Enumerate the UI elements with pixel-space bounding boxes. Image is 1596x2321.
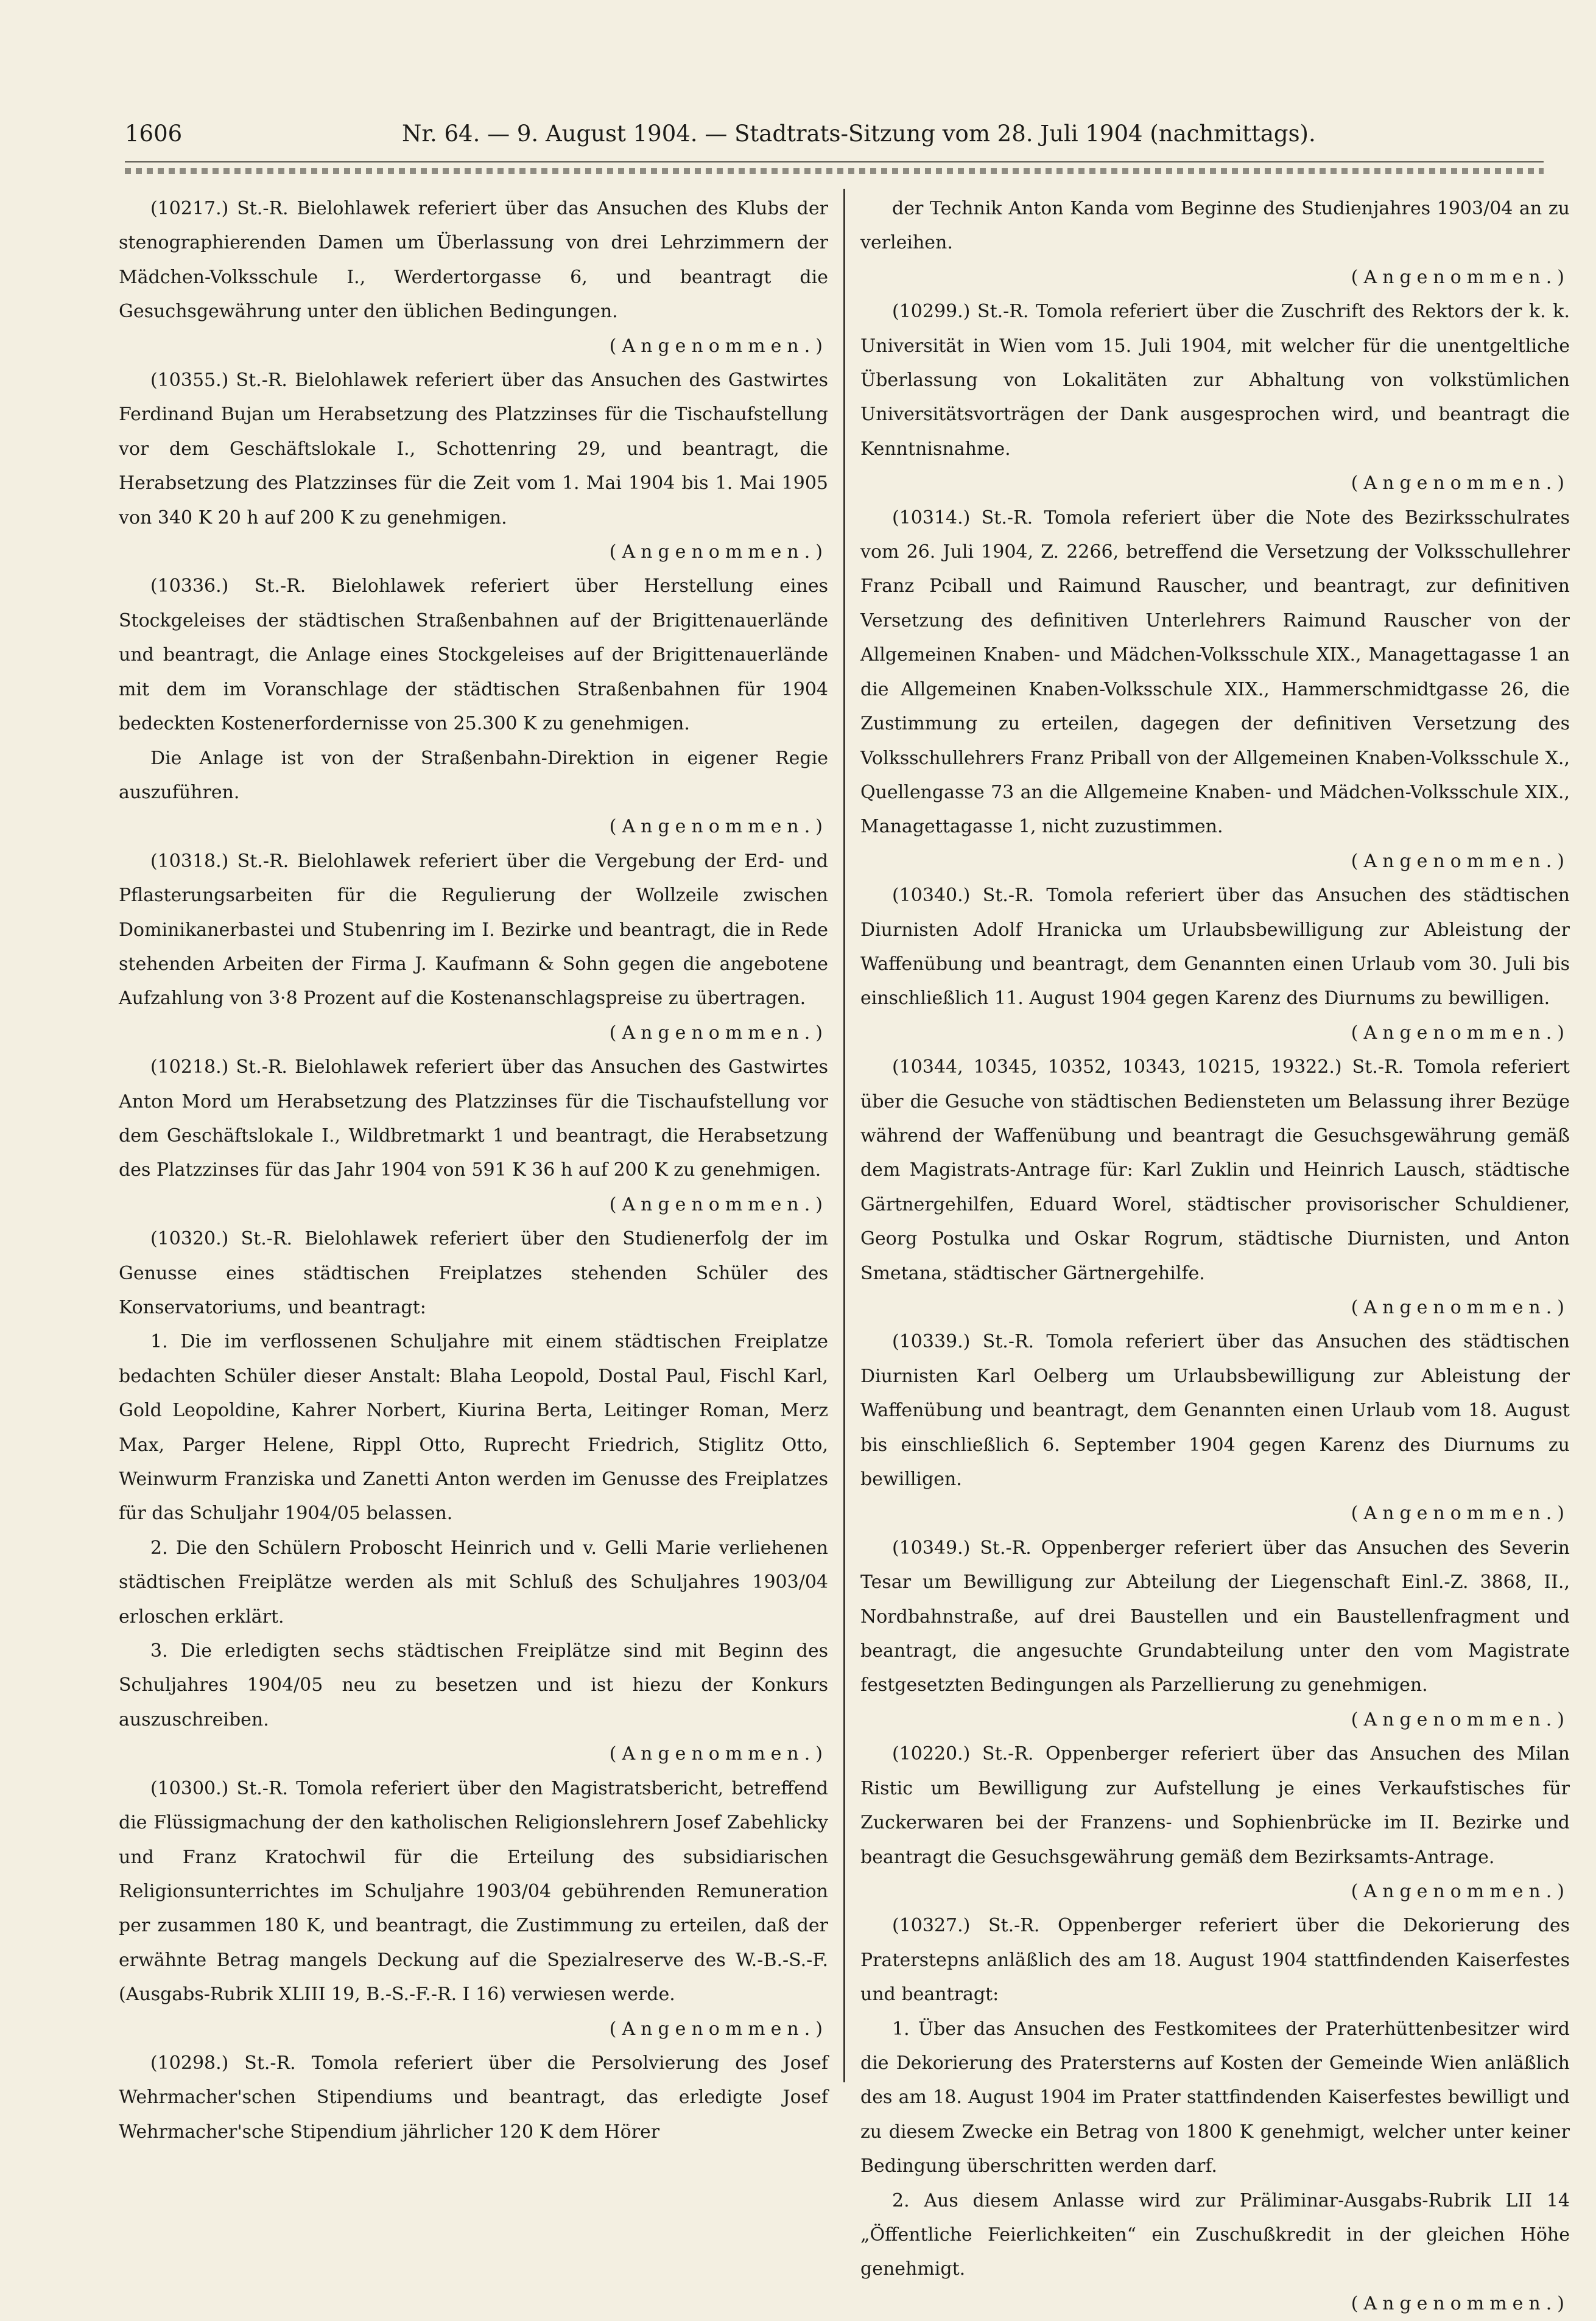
agenda-item (119, 2046, 828, 2149)
item-text: 2. Aus diesem Anlasse wird zur Präliminar-Ausgabs-Rubrik LII 14 „Öffentliche Feierlichkeiten“ ein Zuschußkredit in der gleichen Höhe genehmigt. (860, 2189, 1570, 2280)
agenda-item (860, 501, 1570, 879)
item-result: (Angenommen.) (609, 335, 828, 357)
agenda-item (860, 1325, 1570, 1531)
left-column (119, 192, 828, 2143)
item-text: St.-R. Bielohlawek referiert über das Ansuchen des Gastwirtes Ferdinand Bujan um Herabsetzung des Platzzinses für die Tischaufstellung vor dem Geschäftslokale I., Schottenring 29, und beantragt, die Herabsetzung des Platzzinses für die Zeit vom 1. Mai 1904 bis 1. Mai 1905 von 340 K 20 h auf 200 K zu genehmigen. (119, 370, 828, 528)
agenda-item (860, 1909, 1570, 2012)
item-text: St.-R. Bielohlawek referiert über Herstellung eines Stockgeleises der städtischen Straßenbahnen auf der Brigittenauerlände und beantragt, die Anlage eines Stockgeleises auf der Brigittenauerlände mit dem im Voranschlage der städtischen Straßenbahnen für 1904 bedeckten Kostenerfordernisse von 25.300 K zu genehmigen. (119, 575, 828, 735)
item-text: St.-R. Tomola referiert über die Note des Bezirksschulrates vom 26. Juli 1904, Z. 2266, betreffend die Versetzung der Volksschullehrer Franz Pciball und Raimund Rauscher, und beantragt, zur definitiven Versetzung des definitiven Unterlehrers Raimund Rauscher von der Allgemeinen Knaben- und Mädchen-Volksschule XIX., Managettagasse 1 an die Allgemeinen Knaben-Volksschule XIX., Hammerschmidtgasse 26, die Zustimmung zu erteilen, dagegen der definitiven Versetzung des Volksschullehrers Franz Priball von der Allgemeinen Knaben-Volksschule X., Quellengasse 73 an die Allgemeine Knaben- und Mädchen-Volksschule XIX., Managettagasse 1, nicht zuzustimmen. (860, 507, 1570, 838)
newspaper-page (119, 110, 1570, 2314)
agenda-item (860, 879, 1570, 1050)
item-text: 1. Über das Ansuchen des Festkomitees der Praterhüttenbesitzer wird die Dekorierung des Pratersterns auf Kosten der Gemeinde Wien anläßlich des am 18. August 1904 im Prater stattfindenden Kaiserfestes bewilligt und zu diesem Zwecke ein Betrag von 1800 K genehmigt, welcher unter keiner Bedingung überschritten werden darf. (860, 2018, 1570, 2177)
agenda-item (119, 1050, 828, 1222)
item-text: St.-R. Tomola referiert über die Persolvierung des Josef Wehrmacher'schen Stipendiums und beantragt, das erledigte Josef Wehrmacher'sche Stipendium jährlicher 120 K dem Hörer (119, 2052, 828, 2143)
agenda-item (119, 1772, 828, 2046)
agenda-item (860, 2184, 1570, 2321)
item-text: Die Anlage ist von der Straßenbahn-Direktion in eigener Regie auszuführen. (119, 747, 828, 803)
agenda-item (119, 569, 828, 741)
item-result: (Angenommen.) (609, 1743, 828, 1765)
item-text: St.-R. Oppenberger referiert über das Ansuchen des Milan Ristic um Bewilligung zur Aufstellung je eines Verkaufstisches für Zuckerwaren bei der Franzens- und Sophienbrücke im II. Bezirke und beantragt die Gesuchsgewährung gemäß dem Bezirksamts-Antrage. (860, 1743, 1570, 1868)
item-reference: (10220.) (892, 1743, 971, 1765)
agenda-item (860, 295, 1570, 500)
item-text: St.-R. Bielohlawek referiert über die Vergebung der Erd- und Pflasterungsarbeiten für die Regulierung der Wollzeile zwischen Dominikanerbastei und Stubenring im I. Bezirke und beantragt, die in Rede stehenden Arbeiten der Firma J. Kaufmann & Sohn gegen die angebotene Aufzahlung von 3·8 Prozent auf die Kostenanschlagspreise zu übertragen. (119, 850, 828, 1010)
item-result: (Angenommen.) (609, 541, 828, 563)
item-result: (Angenommen.) (1351, 1880, 1570, 1902)
page-header (119, 110, 1538, 158)
item-result: (Angenommen.) (1351, 1022, 1570, 1044)
item-text: der Technik Anton Kanda vom Beginne des Studienjahres 1903/04 an zu verleihen. (860, 198, 1570, 254)
agenda-item (119, 363, 828, 569)
issue-title: Nr. 64. — 9. August 1904. — Stadtrats-Sitzung vom 28. Juli 1904 (nachmittags). (402, 121, 1316, 147)
agenda-item (119, 844, 828, 1050)
item-result: (Angenommen.) (609, 1022, 828, 1044)
item-text: St.-R. Tomola referiert über das Ansuchen des städtischen Diurnisten Karl Oelberg um Urlaubsbewilligung zur Ableistung der Waffenübung und beantragt, dem Genannten einen Urlaub vom 18. August bis einschließlich 6. September 1904 gegen Karenz des Diurnums zu bewilligen. (860, 1331, 1570, 1491)
item-text: St.-R. Tomola referiert über den Magistratsbericht, betreffend die Flüssigmachung der den katholischen Religionslehrern Josef Zabehlicky und Franz Kratochwil für die Erteilung des subsidiarischen Religionsunterrichtes im Schuljahre 1903/04 gebührenden Remuneration per zusammen 180 K, und beantragt, die Zustimmung zu erteilen, daß der erwähnte Betrag mangels Deckung auf die Spezialreserve des W.-B.-S.-F. (Ausgabs-Rubrik XLIII 19, B.-S.-F.-R. I 16) verwiesen werde. (119, 1777, 828, 2006)
item-result: (Angenommen.) (1351, 850, 1570, 872)
item-result: (Angenommen.) (1351, 1503, 1570, 1525)
item-reference: (10217.) (150, 198, 229, 219)
item-result: (Angenommen.) (609, 816, 828, 838)
agenda-item (860, 1050, 1570, 1325)
agenda-item (119, 1531, 828, 1634)
agenda-item (119, 1634, 828, 1772)
item-text: St.-R. Tomola referiert über das Ansuchen des städtischen Diurnisten Adolf Hranicka um Urlaubsbewilligung zur Ableistung der Waffenübung und beantragt, dem Genannten einen Urlaub vom 30. Juli bis einschließlich 11. August 1904 gegen Karenz des Diurnums zu bewilligen. (860, 885, 1570, 1010)
item-reference: (10340.) (892, 885, 971, 907)
item-result: (Angenommen.) (1351, 1297, 1570, 1318)
agenda-item (119, 1222, 828, 1325)
item-result: (Angenommen.) (1351, 2292, 1570, 2314)
item-result: (Angenommen.) (1351, 472, 1570, 494)
item-result: (Angenommen.) (609, 2018, 828, 2040)
agenda-item (860, 1737, 1570, 1909)
item-reference: (10320.) (150, 1228, 229, 1250)
item-result: (Angenommen.) (1351, 1708, 1570, 1730)
right-column (860, 192, 1570, 2314)
item-reference: (10339.) (892, 1331, 971, 1353)
item-reference: (10218.) (150, 1056, 229, 1078)
item-reference: (10336.) (150, 575, 229, 597)
item-text: St.-R. Oppenberger referiert über das Ansuchen des Severin Tesar um Bewilligung zur Abteilung der Liegenschaft Einl.-Z. 3868, II., Nordbahnstraße, auf drei Baustellen und ein Baustellenfragment und beantragt, die angesuchte Grundabteilung unter den vom Magistrate festgesetzten Bedingungen als Parzellierung zu genehmigen. (860, 1537, 1570, 1696)
agenda-item (119, 742, 828, 844)
item-reference: (10318.) (150, 850, 229, 872)
header-rule (125, 161, 1544, 168)
agenda-item (860, 192, 1570, 295)
item-reference: (10299.) (892, 301, 971, 323)
item-reference: (10349.) (892, 1537, 971, 1559)
item-text: 1. Die im verflossenen Schuljahre mit einem städtischen Freiplatze bedachten Schüler dieser Anstalt: Blaha Leopold, Dostal Paul, Fischl Karl, Gold Leopoldine, Kahrer Norbert, Kiurina Berta, Leitinger Roman, Merz Max, Parger Helene, Rippl Otto, Ruprecht Friedrich, Stiglitz Otto, Weinwurm Franziska und Zanetti Anton werden im Genusse des Freiplatzes für das Schuljahr 1904/05 belassen. (119, 1331, 828, 1525)
item-text: St.-R. Tomola referiert über die Zuschrift des Rektors der k. k. Universität in Wien vom 15. Juli 1904, mit welcher für die unentgeltliche Überlassung von Lokalitäten zur Abhaltung von volkstümlichen Universitätsvorträgen der Dank ausgesprochen wird, und beantragt die Kenntnisnahme. (860, 301, 1570, 460)
item-reference: (10300.) (150, 1777, 229, 1799)
item-reference: (10327.) (892, 1915, 971, 1937)
column-divider (843, 189, 845, 2082)
agenda-item (119, 192, 828, 363)
item-text: St.-R. Bielohlawek referiert über den Studienerfolg der im Genusse eines städtischen Freiplatzes stehenden Schüler des Konservatoriums, und beantragt: (119, 1228, 828, 1318)
item-text: St.-R. Bielohlawek referiert über das Ansuchen des Klubs der stenographierenden Damen um Überlassung von drei Lehrzimmern der Mädchen-Volksschule I., Werdertorgasse 6, und beantragt die Gesuchsgewährung unter den üblichen Bedingungen. (119, 198, 828, 323)
page-number: 1606 (125, 121, 183, 147)
item-reference: (10298.) (150, 2052, 229, 2074)
item-reference: (10355.) (150, 370, 229, 392)
item-result: (Angenommen.) (1351, 266, 1570, 288)
agenda-item (860, 1531, 1570, 1737)
item-text: 2. Die den Schülern Proboscht Heinrich und v. Gelli Marie verliehenen städtischen Freiplätze werden als mit Schluß des Schuljahres 1903/04 erloschen erklärt. (119, 1537, 828, 1628)
agenda-item (119, 1325, 828, 1531)
item-text: St.-R. Bielohlawek referiert über das Ansuchen des Gastwirtes Anton Mord um Herabsetzung des Platzzinses für die Tischaufstellung vor dem Geschäftslokale I., Wildbretmarkt 1 und beantragt, die Herabsetzung des Platzzinses für das Jahr 1904 von 591 K 36 h auf 200 K zu genehmigen. (119, 1056, 828, 1181)
item-reference: (10314.) (892, 507, 971, 528)
item-text: St.-R. Oppenberger referiert über die Dekorierung des Praterstерns anläßlich des am 18. August 1904 stattfindenden Kaiserfestes und beantragt: (860, 1915, 1570, 2006)
item-text: 3. Die erledigten sechs städtischen Freiplätze sind mit Beginn des Schuljahres 1904/05 neu zu besetzen und ist hiezu der Konkurs auszuschreiben. (119, 1640, 828, 1730)
item-result: (Angenommen.) (609, 1193, 828, 1215)
item-reference: (10344, 10345, 10352, 10343, 10215, 19322.) (892, 1056, 1342, 1078)
agenda-item (860, 2012, 1570, 2184)
header-ornament (125, 168, 1544, 174)
item-text: St.-R. Tomola referiert über die Gesuche von städtischen Bediensteten um Belassung ihrer Bezüge während der Waffenübung und beantragt die Gesuchsgewährung gemäß dem Magistrats-Antrage für: Karl Zuklin und Heinrich Lausch, städtische Gärtnergehilfen, Eduard Worel, städtischer provisorischer Schuldiener, Georg Postulka und Oskar Rogrum, städtische Diurnisten, und Anton Smetana, städtischer Gärtnergehilfe. (860, 1056, 1570, 1284)
